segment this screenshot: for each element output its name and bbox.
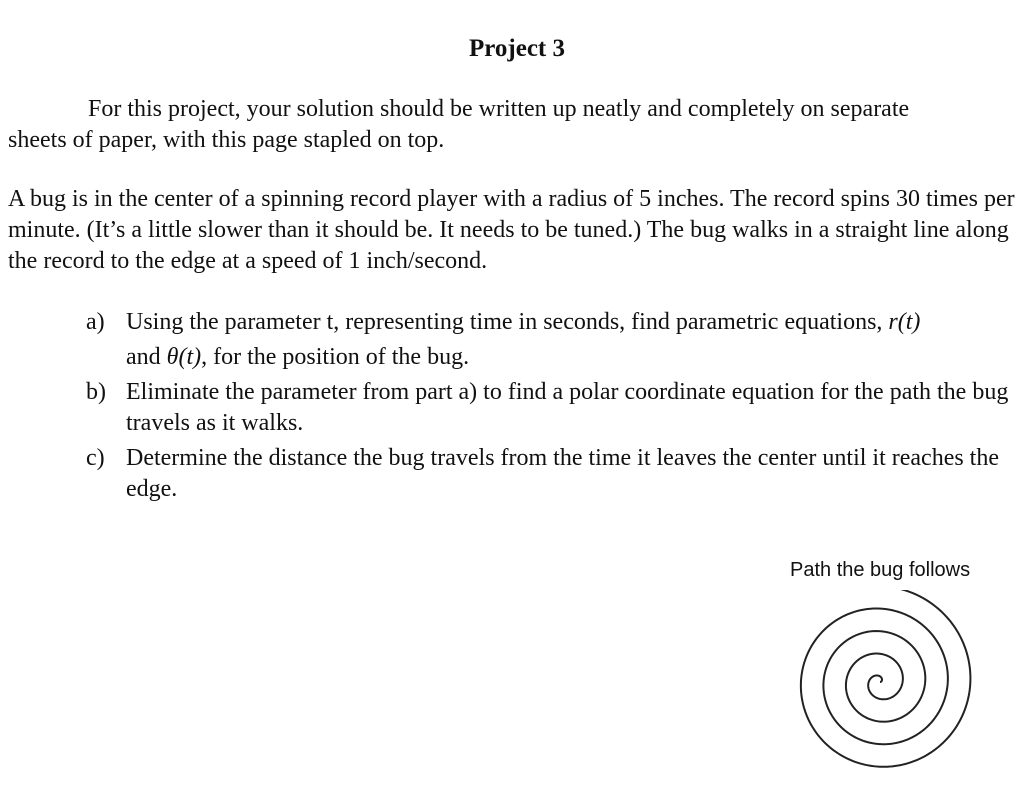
intro-paragraph	[8, 94, 1023, 156]
task-a-text-part-2: and	[126, 344, 161, 370]
task-a-text	[126, 307, 1026, 373]
task-a	[86, 307, 1026, 373]
task-a-text-part-1: Using the parameter t, representing time in seconds, find parametric equations,	[126, 309, 883, 335]
task-c-text: Determine the distance the bug travels from the time it leaves the center until it reaches the edge.	[126, 445, 999, 502]
task-b-letter: b)	[86, 379, 106, 405]
task-b-text: Eliminate the parameter from part a) to find a polar coordinate equation for the path the bug travels as it walks.	[126, 379, 1009, 436]
figure-caption: Path the bug follows	[790, 559, 971, 581]
intro-line-1: For this project, your solution should be written up neatly and completely on separate	[88, 96, 910, 122]
intro-line-2: sheets of paper, with this page stapled on top.	[8, 127, 445, 153]
spiral-path-icon	[770, 590, 1000, 785]
task-a-math-theta: θ(t)	[166, 344, 202, 370]
bug-path-spiral	[801, 590, 971, 767]
page-title: Project 3	[468, 35, 565, 62]
task-c-letter: c)	[86, 445, 105, 471]
task-a-text-part-3: , for the position of the bug.	[201, 344, 470, 370]
problem-statement: A bug is in the center of a spinning record player with a radius of 5 inches. The record spins 30 times per minute. (It’s a little slower than it should be. It needs to be tuned.) The bug walks in a straight line along the record to the edge at a speed of 1 inch/second.	[8, 186, 1015, 274]
task-b	[86, 377, 1026, 439]
task-c	[86, 443, 1026, 505]
task-a-letter: a)	[86, 309, 105, 335]
task-a-math-r: r(t)	[888, 309, 921, 335]
task-list	[86, 307, 1026, 505]
